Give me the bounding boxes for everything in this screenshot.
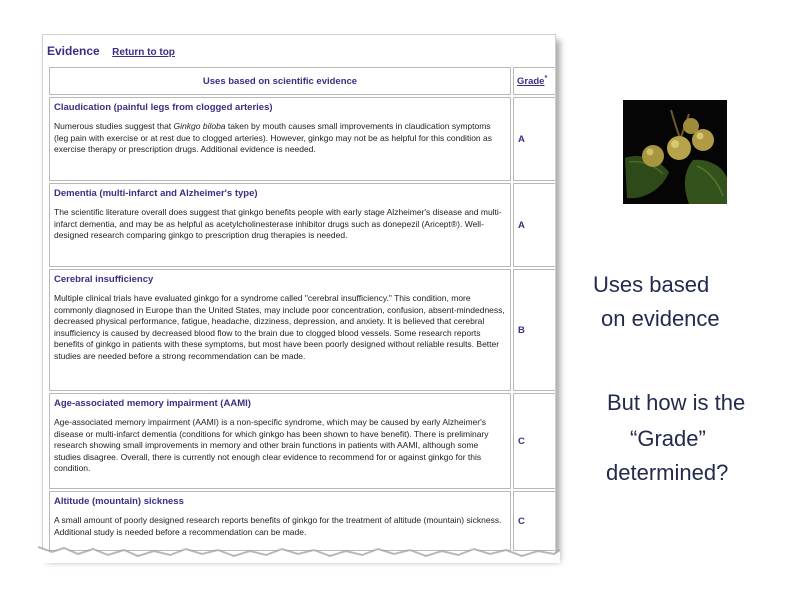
evidence-title: Evidence	[47, 44, 100, 58]
evidence-header	[47, 42, 175, 58]
use-title: Claudication (painful legs from clogged arteries)	[54, 102, 273, 113]
use-title: Cerebral insufficiency	[54, 274, 154, 285]
table-row	[49, 97, 556, 181]
grade-cell: A	[513, 183, 556, 267]
table-row	[49, 269, 556, 391]
table-row	[49, 491, 556, 551]
grade-cell: C	[513, 491, 556, 551]
question-line-3: determined?	[606, 460, 729, 485]
use-title: Altitude (mountain) sickness	[54, 496, 184, 507]
use-description: Age-associated memory impairment (AAMI) is a non-specific syndrome, which may be caused by early Alzheimer's disease or multi-infarct dementia (conditions for which ginkgo has been shown to have benefit). There is preliminary research showing small improvements in memory and other brain functions in patients with AAMI, although some studies disagree. Overall, there is currently not enough clear evidence to recommend for or against ginkgo for this condition.	[54, 417, 489, 473]
question-line-2: “Grade”	[630, 426, 706, 451]
question-line-1: But how is the	[607, 390, 746, 415]
table-header-row	[49, 67, 556, 95]
use-description: A small amount of poorly designed research reports benefits of ginkgo for the treatment of altitude (mountain) sickness. Additional study is needed before a recommendation can be made.	[54, 515, 502, 537]
grade-cell: B	[513, 269, 556, 391]
grade-header-link[interactable]: Grade	[517, 76, 545, 88]
torn-edge	[38, 543, 560, 563]
use-title: Dementia (multi-infarct and Alzheimer's type)	[54, 188, 258, 199]
use-description: Numerous studies suggest that Ginkgo biloba taken by mouth causes small improvements in claudication symptoms (leg pain with exercise or at rest due to clogged arteries). However, ginkgo may not be as helpful for this condition as exercise therapy or prescription drugs. Additional evidence is needed.	[54, 121, 492, 154]
grade-footnote-mark: *	[544, 74, 548, 82]
use-description: The scientific literature overall does suggest that ginkgo benefits people with early stage Alzheimer's disease and multi-infarct dementia, and may be as helpful as acetylcholinesterase inhibitor drugs such as donepezil (Aricept®). Well-designed research comparing ginkgo to prescription drug therapies is needed.	[54, 207, 502, 240]
uses-column-header: Uses based on scientific evidence	[49, 67, 511, 95]
ginkgo-photo	[623, 100, 727, 204]
evidence-screenshot-panel	[42, 34, 556, 556]
use-cell	[49, 491, 511, 551]
use-description: Multiple clinical trials have evaluated ginkgo for a syndrome called "cerebral insufficiency." This condition, more commonly diagnosed in Europe than the United States, may include poor concentration, confusion, absent-mindedness, decreased physical performance, fatigue, headache, dizziness, depression, and anxiety. It is believed that cerebral insufficiency is caused by decreased blood flow to the brain due to clogged blood vessels. Some research reports benefits of ginkgo in patients with these symptoms, but most have been poorly designed without reliable results. Better studies are needed before a strong recommendation can be made.	[54, 293, 505, 361]
table-row	[49, 183, 556, 267]
grade-cell: A	[513, 97, 556, 181]
on-evidence-line: on evidence	[601, 306, 720, 331]
evidence-table	[47, 65, 556, 553]
use-cell	[49, 393, 511, 489]
use-title: Age-associated memory impairment (AAMI)	[54, 398, 251, 409]
grade-cell: C	[513, 393, 556, 489]
use-cell	[49, 269, 511, 391]
table-row	[49, 393, 556, 489]
use-cell	[49, 183, 511, 267]
grade-column-header	[513, 67, 556, 95]
uses-based-line: Uses based	[593, 272, 710, 297]
species-name: Ginkgo biloba	[173, 121, 226, 131]
return-to-top-link[interactable]: Return to top	[112, 47, 175, 58]
use-cell	[49, 97, 511, 181]
